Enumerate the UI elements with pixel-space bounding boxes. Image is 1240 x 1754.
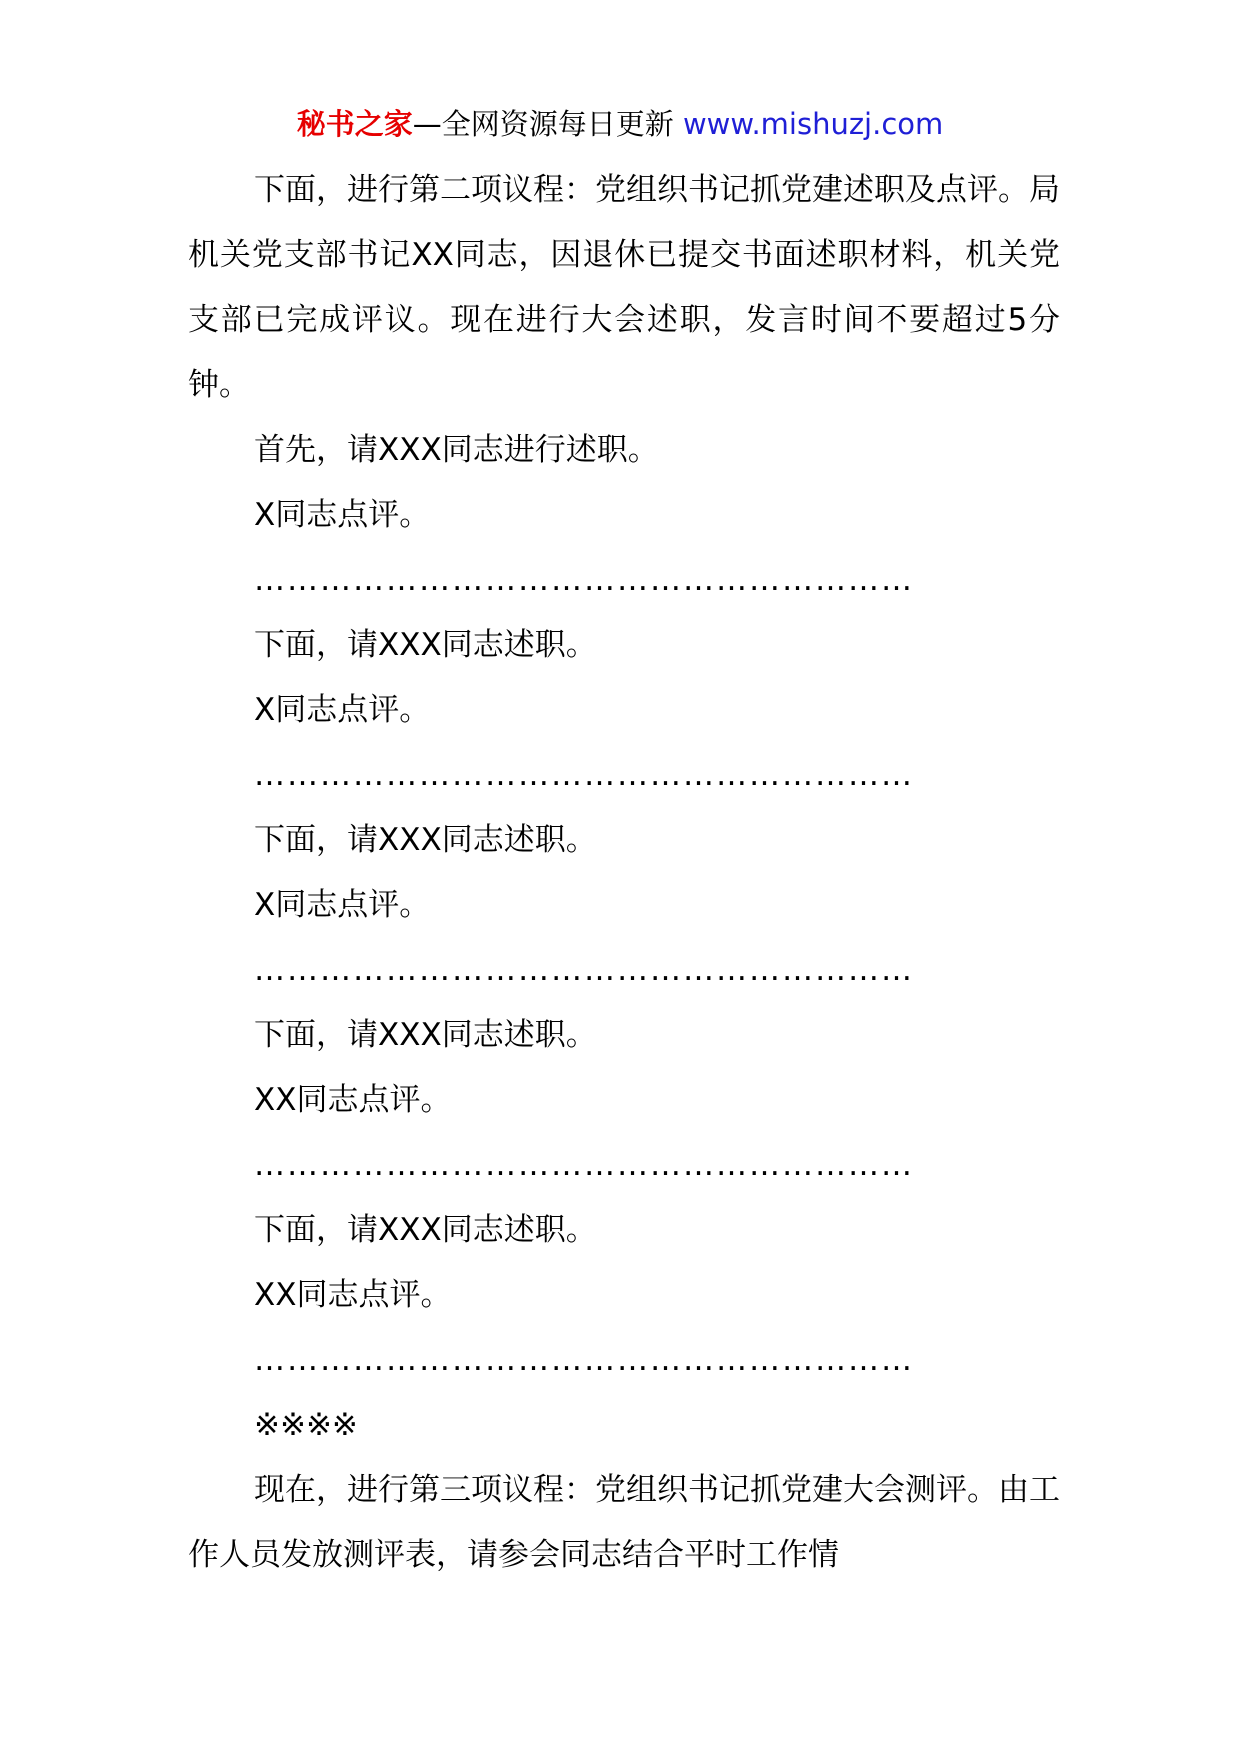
ellipsis-line: …………………………………………………… [254,562,914,598]
paragraph-comment: XX同志点评。 [254,1082,452,1118]
website-link[interactable]: www.mishuzj.com [682,107,944,141]
paragraph-agenda-three: 现在，进行第三项议程：党组织书记抓党建大会测评。由工作人员发放测评表，请参会同志结合平时工作情 [188,1472,1060,1573]
ellipsis-line: …………………………………………………… [254,952,914,988]
paragraph-comment: X同志点评。 [254,497,431,533]
document-body [188,158,1060,1588]
header-tagline: —全网资源每日更新 [412,107,674,141]
paragraph-first-report: 首先，请XXX同志进行述职。 [254,432,659,468]
page-header [0,100,1240,148]
ellipsis-line: …………………………………………………… [254,757,914,793]
paragraph-comment: X同志点评。 [254,887,431,923]
ellipsis-line: …………………………………………………… [254,1342,914,1378]
paragraph-next-report: 下面，请XXX同志述职。 [254,822,597,858]
section-separator-marks: ※※※※ [254,1407,358,1443]
ellipsis-line: …………………………………………………… [254,1147,914,1183]
paragraph-next-report: 下面，请XXX同志述职。 [254,1212,597,1248]
paragraph-comment: X同志点评。 [254,692,431,728]
brand-name: 秘书之家 [296,107,413,141]
paragraph-agenda-two: 下面，进行第二项议程：党组织书记抓党建述职及点评。局机关党支部书记XX同志，因退休已提交书面述职材料，机关党支部已完成评议。现在进行大会述职，发言时间不要超过5分钟。 [188,172,1060,403]
paragraph-comment: XX同志点评。 [254,1277,452,1313]
paragraph-next-report: 下面，请XXX同志述职。 [254,1017,597,1053]
paragraph-next-report: 下面，请XXX同志述职。 [254,627,597,663]
